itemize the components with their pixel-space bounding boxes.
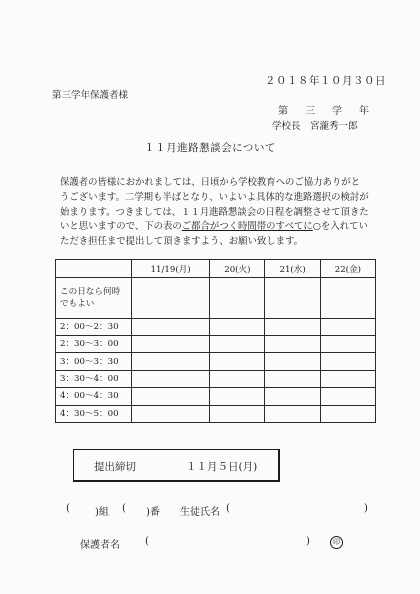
deadline-box <box>73 449 280 482</box>
row-label-time: 4：00〜4：30 <box>56 388 132 405</box>
document-date: ２０１８年１０月３０日 <box>265 75 386 87</box>
availability-cell[interactable] <box>210 405 265 422</box>
number-suffix: )番 <box>146 507 160 518</box>
body-text-span: ○を入れてい <box>312 221 368 233</box>
availability-cell[interactable] <box>265 405 320 422</box>
schedule-header-row <box>56 260 376 278</box>
guardian-name-close-paren: ) <box>306 536 310 547</box>
availability-cell[interactable] <box>265 336 320 353</box>
availability-cell[interactable] <box>210 370 265 387</box>
availability-cell[interactable] <box>132 278 210 318</box>
availability-cell[interactable] <box>132 388 210 405</box>
number-open-paren: ( <box>122 503 126 514</box>
deadline-date: １１月５日(月) <box>186 461 258 473</box>
student-name-label: 生徒氏名 <box>180 507 220 518</box>
availability-cell[interactable] <box>320 405 375 422</box>
student-name-close-paren: ) <box>364 503 368 514</box>
availability-cell[interactable] <box>210 336 265 353</box>
row-label-time: 2：00〜2：30 <box>56 318 132 335</box>
guardian-name-label: 保護者名 <box>80 540 120 551</box>
availability-cell[interactable] <box>210 278 265 318</box>
class-open-paren: ( <box>66 503 70 514</box>
column-header-date: 21(水) <box>265 260 320 278</box>
schedule-row-slot <box>56 370 376 387</box>
availability-cell[interactable] <box>265 388 320 405</box>
schedule-row-slot <box>56 388 376 405</box>
availability-cell[interactable] <box>210 318 265 335</box>
availability-cell[interactable] <box>320 278 375 318</box>
column-header-date: 11/19(月) <box>132 260 210 278</box>
guardian-name-open-paren: ( <box>145 536 149 547</box>
row-label-time: 3：00〜3：30 <box>56 353 132 370</box>
availability-cell[interactable] <box>210 353 265 370</box>
schedule-row-slot <box>56 405 376 422</box>
row-label-time: 4：30〜5：00 <box>56 405 132 422</box>
class-suffix: )組 <box>95 507 109 518</box>
body-line: 始まります。つきましては、１１月進路懇談会の日程を調整させて頂きた <box>60 206 369 218</box>
row-label-time: 3：30〜4：00 <box>56 370 132 387</box>
body-line: ただき担任まで提出して頂きますよう、お願い致します。 <box>60 236 304 248</box>
row-label-line: この日なら何時 <box>60 287 121 298</box>
availability-cell[interactable] <box>132 318 210 335</box>
body-line <box>60 220 370 235</box>
availability-cell[interactable] <box>320 388 375 405</box>
availability-cell[interactable] <box>320 370 375 387</box>
sender-principal: 学校長 宮瀧秀一郎 <box>272 121 358 132</box>
body-line: うございます。二学期も半ばとなり、いよいよ具体的な進路選択の検討が <box>60 191 369 203</box>
availability-cell[interactable] <box>265 370 320 387</box>
addressee: 第三学年保護者様 <box>52 90 129 101</box>
document-title: １１月進路懇談会について <box>144 142 276 154</box>
body-text-span: いと思いますので、下の表の <box>60 221 182 233</box>
schedule-row-anytime <box>56 278 376 318</box>
availability-cell[interactable] <box>265 353 320 370</box>
student-name-open-paren: ( <box>226 503 230 514</box>
body-line: 保護者の皆様におかれましては、日頃から学校教育へのご協力ありがと <box>60 177 361 188</box>
availability-cell[interactable] <box>132 336 210 353</box>
availability-cell[interactable] <box>265 318 320 335</box>
schedule-row-slot <box>56 318 376 335</box>
availability-cell[interactable] <box>265 278 320 318</box>
body-paragraph <box>60 176 370 250</box>
schedule-row-slot <box>56 336 376 353</box>
row-label-line: でもよい <box>60 299 95 310</box>
availability-cell[interactable] <box>210 388 265 405</box>
availability-cell[interactable] <box>132 405 210 422</box>
seal-character: 印 <box>330 536 343 549</box>
availability-cell[interactable] <box>320 336 375 353</box>
schedule-table <box>55 259 376 423</box>
underlined-instruction: ご都合がつく時間帯のすべてに <box>181 221 313 233</box>
availability-cell[interactable] <box>320 318 375 335</box>
availability-cell[interactable] <box>132 353 210 370</box>
seal-mark-icon <box>330 536 343 549</box>
column-header-date: 20(火) <box>210 260 265 278</box>
availability-cell[interactable] <box>320 353 375 370</box>
schedule-row-slot <box>56 353 376 370</box>
row-label-time: 2：30〜3：00 <box>56 336 132 353</box>
deadline-label: 提出締切 <box>94 461 136 473</box>
row-label-anytime <box>56 278 132 318</box>
column-header-date: 22(金) <box>320 260 375 278</box>
availability-cell[interactable] <box>132 370 210 387</box>
sender-grade: 第三学年 <box>278 106 386 117</box>
corner-cell <box>56 260 132 278</box>
